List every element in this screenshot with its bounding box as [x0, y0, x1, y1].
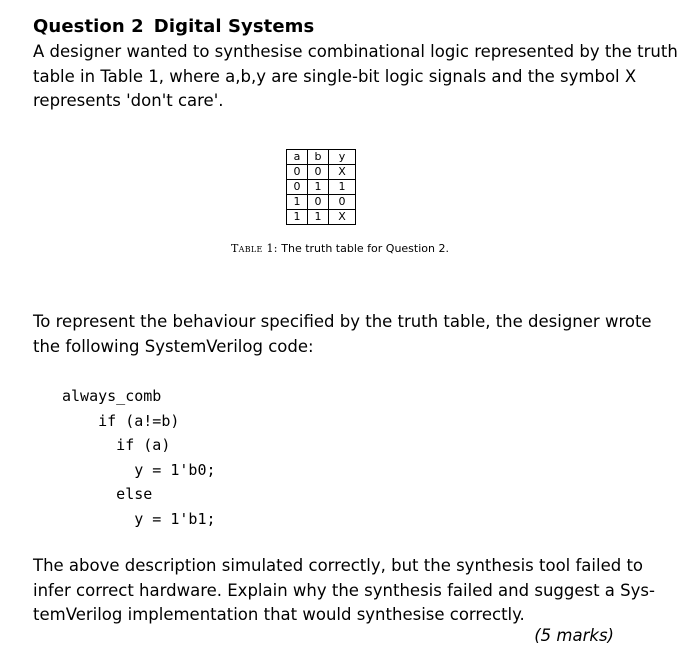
table-cell: 0: [287, 165, 308, 180]
instruction-paragraph: [33, 310, 652, 359]
code-line: if (a!=b): [62, 411, 180, 430]
intro-paragraph: [33, 40, 678, 114]
table-cell: 0: [287, 180, 308, 195]
caption-label: Table 1:: [231, 242, 278, 255]
caption-text: The truth table for Question 2.: [281, 242, 449, 255]
instruction-line: the following SystemVerilog code:: [33, 336, 314, 356]
table-cell: 1: [308, 210, 329, 225]
code-line: else: [62, 485, 153, 504]
header-a: a: [287, 150, 308, 165]
question-line: The above description simulated correctly, but the synthesis tool failed to: [33, 556, 644, 575]
code-line: y = 1'b1;: [62, 509, 216, 528]
table-row: [287, 210, 356, 225]
question-title: Digital Systems: [153, 16, 315, 37]
table-cell: X: [329, 165, 356, 180]
table-cell: 1: [308, 180, 329, 195]
table-cell: 1: [329, 180, 356, 195]
question-line: temVerilog implementation that would synthesise correctly.: [33, 605, 525, 624]
instruction-line: To represent the behaviour specified by the truth table, the designer wrote: [33, 312, 652, 331]
truth-table: [286, 149, 356, 225]
code-block: [62, 384, 216, 532]
code-line: y = 1'b0;: [62, 460, 216, 479]
header-y: y: [329, 150, 356, 165]
question-heading: [33, 16, 314, 37]
table-cell: 0: [329, 195, 356, 210]
table-row: [287, 180, 356, 195]
header-b: b: [308, 150, 329, 165]
intro-line: A designer wanted to synthesise combinational logic represented by the truth: [33, 42, 678, 61]
question-paragraph: [33, 554, 655, 628]
table-cell: X: [329, 210, 356, 225]
marks-label: (5 marks): [534, 626, 614, 645]
intro-line: table in Table 1, where a,b,y are single-bit logic signals and the symbol X: [33, 66, 637, 86]
table-cell: 1: [287, 210, 308, 225]
table-caption: [0, 242, 680, 255]
table-cell: 0: [308, 195, 329, 210]
code-line: always_comb: [62, 387, 162, 405]
table-cell: 0: [308, 165, 329, 180]
table-row: [287, 165, 356, 180]
code-line: if (a): [62, 436, 171, 455]
question-number: Question 2: [33, 16, 144, 37]
truth-table-header-row: [287, 150, 356, 165]
intro-line: represents 'don't care'.: [33, 91, 224, 110]
table-cell: 1: [287, 195, 308, 210]
table-row: [287, 195, 356, 210]
question-line: infer correct hardware. Explain why the synthesis failed and suggest a Sys-: [33, 580, 655, 600]
